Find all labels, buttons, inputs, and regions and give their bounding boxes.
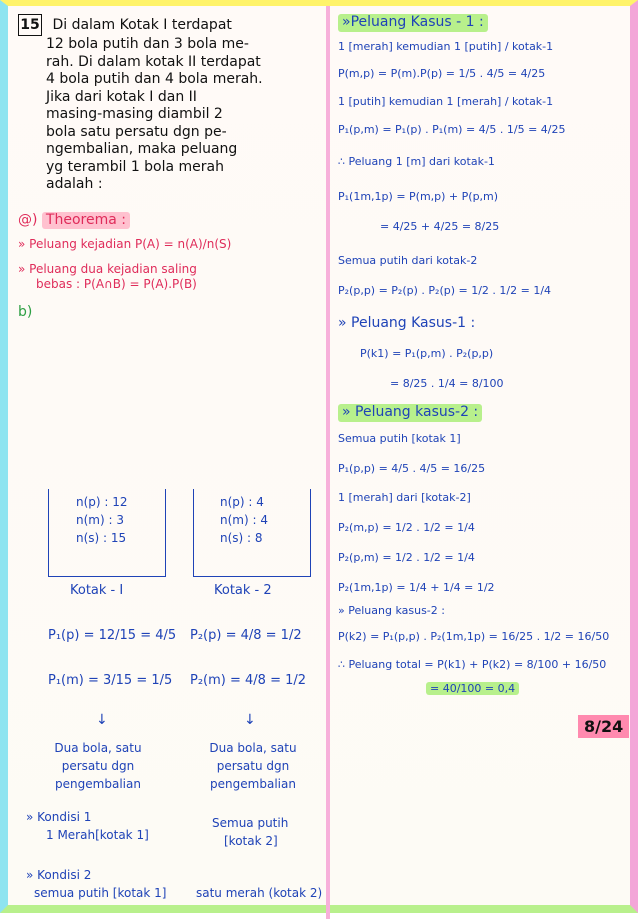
note-kotak-2 <box>192 739 314 793</box>
k1-eq-4: P₂(p,p) = P₂(p) . P₂(p) = 1/2 . 1/2 = 1/4 <box>338 283 552 297</box>
k1-eq-2: P₁(p,m) = P₁(p) . P₁(m) = 4/5 . 1/5 = 4/25 <box>338 122 566 136</box>
box2-ns: n(s) : 8 <box>220 531 263 545</box>
box1-ns: n(s) : 15 <box>76 531 127 545</box>
p1m-eq: P₁(m) = 3/15 = 1/5 <box>48 673 173 688</box>
k1-eq-3b: = 4/25 + 4/25 = 8/25 <box>380 220 500 233</box>
k1-eq-1: P(m,p) = P(m).P(p) = 1/5 . 4/5 = 4/25 <box>338 67 546 81</box>
kondisi-2-title: » Kondisi 2 <box>26 868 92 882</box>
k2-total-title: » Peluang kasus-2 : <box>338 604 445 618</box>
k2-line-2: 1 [merah] dari [kotak-2] <box>338 491 471 505</box>
section-b-marker: b) <box>18 304 33 320</box>
title-kasus-1 <box>338 14 634 32</box>
kondisi-1-a: 1 Merah[kotak 1] <box>46 828 149 842</box>
k1-line-1: 1 [merah] kemudian 1 [putih] / kotak-1 <box>338 39 554 53</box>
question-line-2: 12 bola putih dan 3 bola me- <box>46 36 249 52</box>
right-column <box>338 14 634 695</box>
p2m-eq: P₂(m) = 4/8 = 1/2 <box>190 673 307 688</box>
k1-total-title: » Peluang Kasus-1 : <box>338 315 476 332</box>
question-line-5: Jika dari kotak I dan II <box>46 88 197 105</box>
theorem-marker: @) <box>18 211 38 228</box>
note2-line-2: persatu dgn <box>216 759 290 773</box>
question-line-8: ngembalian, maka peluang <box>46 141 238 157</box>
box2-text <box>220 493 268 547</box>
question-line-4: 4 bola putih dan 4 bola merah. <box>46 71 263 87</box>
question-number: 15 <box>18 14 42 36</box>
final-b <box>426 682 634 696</box>
box2-label: Kotak - 2 <box>214 583 272 598</box>
box1-label: Kotak - I <box>70 583 124 598</box>
theorem-bullet-2b: bebas : P(A∩B) = P(A).P(B) <box>36 277 197 291</box>
question-line-1 <box>18 14 320 36</box>
theorem-label: Theorema : <box>42 212 130 230</box>
note2-line-3: pengembalian <box>210 777 296 791</box>
k1-line-2: 1 [putih] kemudian 1 [merah] / kotak-1 <box>338 95 554 108</box>
kondisi-2 <box>26 866 166 902</box>
kondisi-1-title: » Kondisi 1 <box>26 810 92 824</box>
kondisi-1-b: Semua putih <box>212 816 289 830</box>
column-divider <box>326 6 330 919</box>
note2-line-1: Dua bola, satu <box>209 741 297 755</box>
box1-text <box>76 493 128 547</box>
title-kasus-2-highlight: » Peluang kasus-2 : <box>338 404 482 422</box>
question-line-7: bola satu persatu dgn pe- <box>46 123 227 140</box>
k1-line-4: Semua putih dari kotak-2 <box>338 253 478 267</box>
kondisi-2-right: satu merah (kotak 2) <box>196 886 323 900</box>
final-a: ∴ Peluang total = P(k1) + P(k2) = 8/100 + 16/50 <box>338 657 607 671</box>
k2-eq-3: P₂(p,m) = 1/2 . 1/2 = 1/4 <box>338 550 475 564</box>
k2-eq-1: P₁(p,p) = 4/5 . 4/5 = 16/25 <box>338 461 486 475</box>
page-number-badge: 8/24 <box>578 715 629 738</box>
theorem-bullet-1: » Peluang kejadian P(A) = n(A)/n(S) <box>18 237 232 251</box>
question-line-9: yg terambil 1 bola merah <box>46 158 225 175</box>
question-line-6: masing-masing diambil 2 <box>46 106 223 122</box>
p1p-eq: P₁(p) = 12/15 = 4/5 <box>48 628 177 643</box>
k2-eq-4: P₂(1m,1p) = 1/4 + 1/4 = 1/2 <box>338 580 495 594</box>
note1-line-1: Dua bola, satu <box>54 741 142 755</box>
box2-np: n(p) : 4 <box>220 495 264 509</box>
k1-eq-3a: P₁(1m,1p) = P(m,p) + P(p,m) <box>338 190 499 204</box>
note-kotak-1 <box>42 739 154 793</box>
box1-nm: n(m) : 3 <box>76 513 124 527</box>
kondisi-1-right <box>212 814 288 850</box>
arrow-down-1: ↓ <box>96 712 108 728</box>
box2-nm: n(m) : 4 <box>220 513 268 527</box>
k1-total-a: P(k1) = P₁(p,m) . P₂(p,p) <box>360 346 494 360</box>
kondisi-2-a: semua putih [kotak 1] <box>34 886 167 900</box>
final-answer-highlight: = 40/100 = 0,4 <box>426 682 519 696</box>
question-text-1: Di dalam Kotak I terdapat <box>52 17 232 33</box>
left-column <box>18 14 320 322</box>
theorem-title <box>18 212 320 230</box>
note1-line-2: persatu dgn <box>61 759 135 773</box>
title-kasus-2 <box>338 404 634 422</box>
k2-total: P(k2) = P₁(p,p) . P₂(1m,1p) = 16/25 . 1/2 = 16/50 <box>338 630 610 643</box>
question-line-10: adalah : <box>46 176 103 192</box>
question-line-3: rah. Di dalam kotak II terdapat <box>46 53 261 70</box>
note1-line-3: pengembalian <box>55 777 141 791</box>
kondisi-1-c: [kotak 2] <box>224 834 278 848</box>
theorem-bullet-2a: » Peluang dua kejadian saling <box>18 262 197 276</box>
title-kasus-1-highlight: »Peluang Kasus - 1 : <box>338 14 488 32</box>
box1-np: n(p) : 12 <box>76 495 128 509</box>
p2p-eq: P₂(p) = 4/8 = 1/2 <box>190 628 302 643</box>
arrow-down-2: ↓ <box>244 712 256 728</box>
k1-line-3: ∴ Peluang 1 [m] dari kotak-1 <box>338 154 495 168</box>
k1-total-b: = 8/25 . 1/4 = 8/100 <box>390 376 504 390</box>
k2-eq-2: P₂(m,p) = 1/2 . 1/2 = 1/4 <box>338 521 475 534</box>
k2-line-1: Semua putih [kotak 1] <box>338 431 461 445</box>
kondisi-1 <box>26 808 149 844</box>
